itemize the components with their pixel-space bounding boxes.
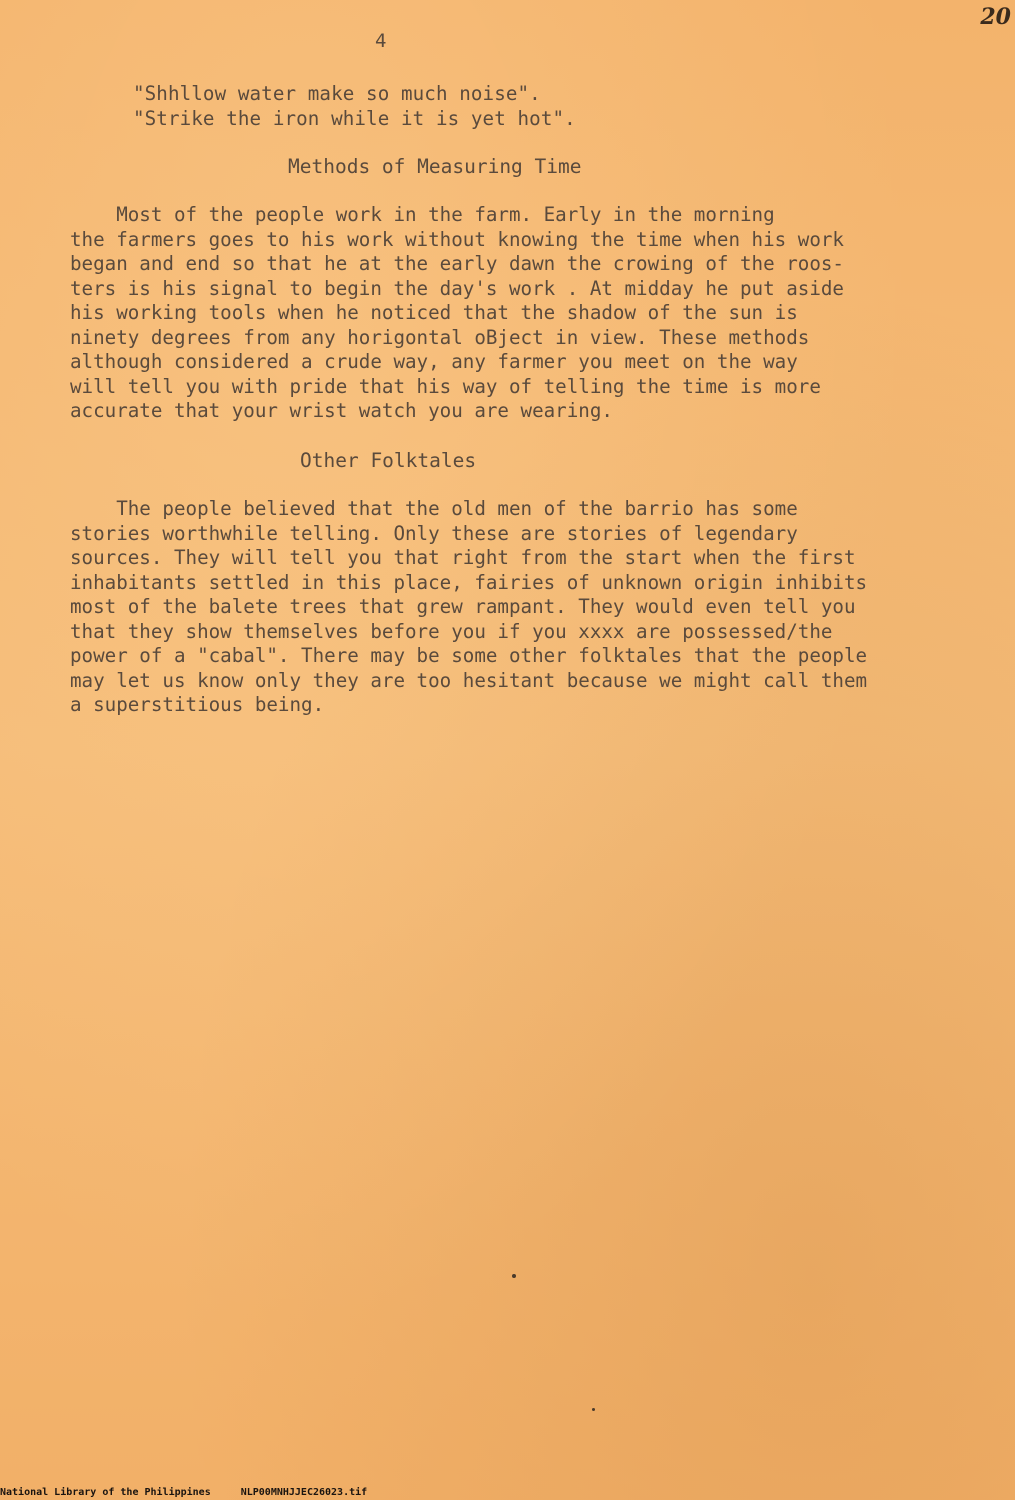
ink-speck <box>512 1274 516 1278</box>
text-line: began and end so that he at the early dawn the crowing of the roos- <box>70 252 844 275</box>
text-line: power of a "cabal". There may be some other folktales that the people <box>70 644 868 667</box>
proverb-line: "Strike the iron while it is yet hot". <box>133 106 576 130</box>
folio-mark: 20 <box>980 4 1011 30</box>
ink-speck <box>592 1408 595 1411</box>
proverb-line: "Shhllow water make so much noise". <box>133 82 541 105</box>
scan-footer <box>0 1487 397 1498</box>
text-line: the farmers goes to his work without knowing the time when his work <box>70 227 844 251</box>
footer-library: National Library of the Philippines <box>0 1487 211 1498</box>
text-line: sources. They will tell you that right from the start when the first <box>70 546 856 569</box>
text-line: Most of the people work in the farm. Early in the morning <box>70 203 775 226</box>
section-heading: Methods of Measuring Time <box>288 155 582 178</box>
section-heading: Other Folktales <box>300 449 477 472</box>
text-line: may let us know only they are too hesitant because we might call them <box>70 668 868 692</box>
page-number: 4 <box>375 30 387 52</box>
text-line: that they show themselves before you if you xxxx are possessed/the <box>70 619 833 643</box>
text-line: his working tools when he noticed that the shadow of the sun is <box>70 301 798 324</box>
text-line: most of the balete trees that grew rampant. They would even tell you <box>70 595 856 618</box>
paragraph <box>70 203 844 424</box>
paragraph <box>70 497 867 718</box>
text-line: ters is his signal to begin the day's work . At midday he put aside <box>70 276 844 300</box>
text-line: accurate that your wrist watch you are wearing. <box>70 399 613 422</box>
proverb-block <box>133 82 576 131</box>
text-line: ninety degrees from any horigontal oBject in view. These methods <box>70 325 810 349</box>
text-line: stories worthwhile telling. Only these are stories of legendary <box>70 521 798 545</box>
text-line: will tell you with pride that his way of telling the time is more <box>70 374 821 398</box>
footer-filename: NLP00MNHJJEC26023.tif <box>240 1487 368 1498</box>
text-line: a superstitious being. <box>70 693 325 716</box>
text-line: inhabitants settled in this place, fairies of unknown origin inhibits <box>70 570 868 594</box>
text-line: although considered a crude way, any farmer you meet on the way <box>70 350 798 373</box>
text-line: The people believed that the old men of the barrio has some <box>70 497 798 520</box>
